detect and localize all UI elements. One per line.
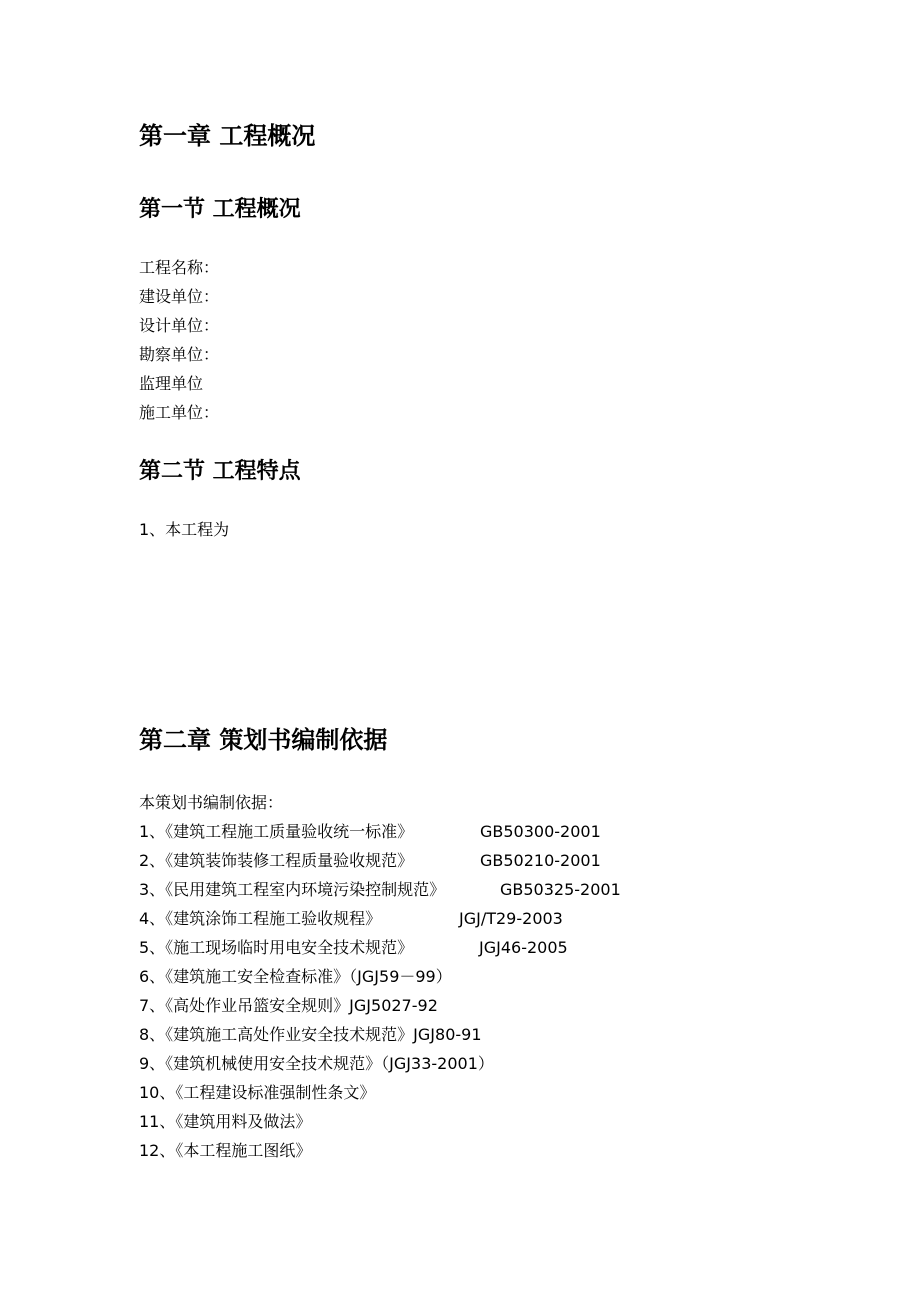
section-1-title: 第一节 工程概况 xyxy=(139,197,301,222)
reference-item xyxy=(139,937,839,959)
reference-item: 7、《高处作业吊篮安全规则》JGJ5027-92 xyxy=(139,996,438,1015)
reference-title: 4、《建筑涂饰工程施工验收规程》 xyxy=(139,909,382,928)
field-design-unit: 设计单位： xyxy=(139,316,220,335)
chapter-2-title: 第二章 策划书编制依据 xyxy=(139,726,388,754)
references-intro: 本策划书编制依据： xyxy=(139,793,284,812)
field-construction-unit: 建设单位： xyxy=(139,287,220,306)
reference-title: 2、《建筑装饰装修工程质量验收规范》 xyxy=(139,851,414,870)
section-2-title: 第二节 工程特点 xyxy=(139,459,301,484)
reference-item xyxy=(139,821,839,843)
reference-item: 12、《本工程施工图纸》 xyxy=(139,1141,312,1160)
reference-code: GB50300-2001 xyxy=(480,822,601,841)
reference-item: 11、《建筑用料及做法》 xyxy=(139,1112,312,1131)
reference-code: GB50325-2001 xyxy=(500,880,621,899)
reference-item: 8、《建筑施工高处作业安全技术规范》JGJ80-91 xyxy=(139,1025,482,1044)
reference-item: 9、《建筑机械使用安全技术规范》（JGJ33-2001） xyxy=(139,1054,494,1073)
reference-item xyxy=(139,879,839,901)
reference-title: 3、《民用建筑工程室内环境污染控制规范》 xyxy=(139,880,446,899)
field-contractor-unit: 施工单位： xyxy=(139,403,220,422)
reference-code: JGJ46-2005 xyxy=(479,938,568,957)
reference-item: 10、《工程建设标准强制性条文》 xyxy=(139,1083,376,1102)
reference-item: 6、《建筑施工安全检查标准》（JGJ59－99） xyxy=(139,967,452,986)
field-project-name: 工程名称： xyxy=(139,258,220,277)
feature-item-1: 1、本工程为 xyxy=(139,520,230,539)
reference-item xyxy=(139,850,839,872)
reference-title: 1、《建筑工程施工质量验收统一标准》 xyxy=(139,822,414,841)
reference-code: GB50210-2001 xyxy=(480,851,601,870)
reference-title: 5、《施工现场临时用电安全技术规范》 xyxy=(139,938,414,957)
chapter-1-title: 第一章 工程概况 xyxy=(139,122,316,150)
reference-code: JGJ/T29-2003 xyxy=(459,909,563,928)
field-survey-unit: 勘察单位： xyxy=(139,345,220,364)
reference-item xyxy=(139,908,839,930)
field-supervision-unit: 监理单位 xyxy=(139,374,204,393)
